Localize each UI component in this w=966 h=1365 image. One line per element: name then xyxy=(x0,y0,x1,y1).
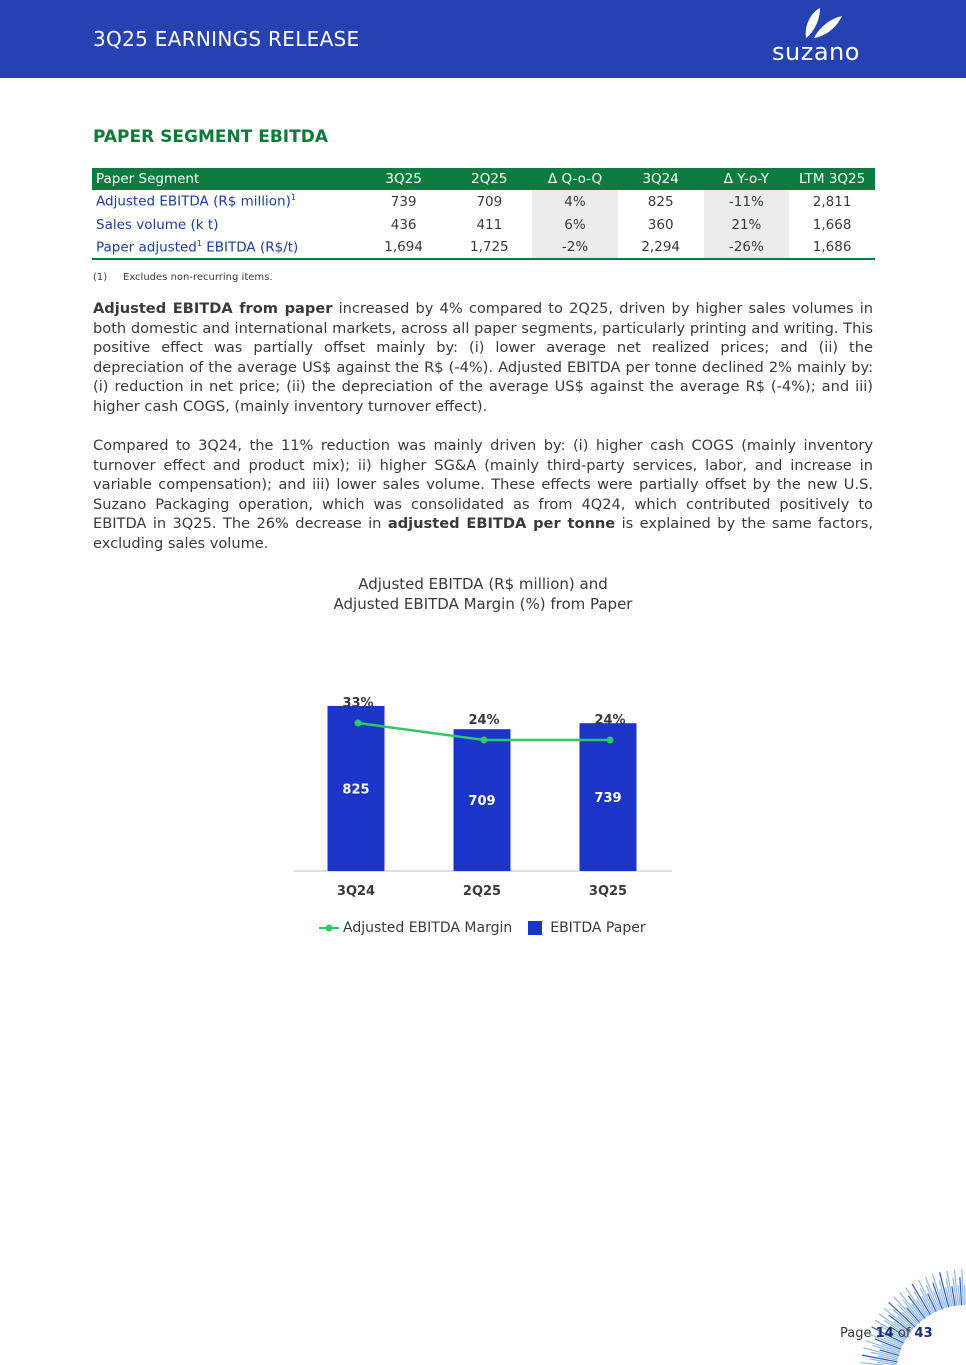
table-row xyxy=(92,190,875,213)
table-header: Paper Segment xyxy=(92,168,361,190)
table-header-row xyxy=(92,168,875,190)
deco-ray xyxy=(962,1269,963,1305)
table-cell: 2,294 xyxy=(618,236,704,259)
bar-value-label: 825 xyxy=(342,782,370,798)
table-cell: 2,811 xyxy=(812,193,852,210)
x-tick-label: 3Q25 xyxy=(588,884,628,899)
margin-value-label: 33% xyxy=(342,696,374,711)
table-cell: 1,694 xyxy=(361,236,447,259)
table-cell: -2% xyxy=(532,236,618,259)
table-cell: 709 xyxy=(476,193,503,210)
table-header: 3Q24 xyxy=(618,168,704,190)
footnote: (1) Excludes non-recurring items. xyxy=(93,272,273,283)
table-cell: 21% xyxy=(704,213,790,236)
row-label: Adjusted EBITDA (R$ million)$^1$ xyxy=(96,193,296,210)
row-label: Paper adjusted$^1$ EBITDA (R$/t) xyxy=(92,236,361,259)
table-header: Δ Y-o-Y xyxy=(704,168,790,190)
bar-marker-icon xyxy=(528,921,542,935)
table-header: 2Q25 xyxy=(446,168,532,190)
margin-value-label: 24% xyxy=(594,713,626,728)
table-cell: 739 xyxy=(390,193,417,210)
line-marker-icon xyxy=(318,923,340,933)
margin-point xyxy=(355,720,362,727)
table-header: LTM 3Q25 xyxy=(789,168,875,190)
bar-value-label: 739 xyxy=(594,791,622,807)
table-cell: 436 xyxy=(390,216,417,233)
table-cell: 411 xyxy=(476,216,503,233)
legend-item-ebitda: EBITDA Paper xyxy=(528,920,645,936)
x-tick-label: 2Q25 xyxy=(462,884,502,899)
chart-title: Adjusted EBITDA (R$ million) and Adjusted EBITDA Margin (%) from Paper xyxy=(333,575,633,613)
row-label: Sales volume (k t) xyxy=(96,216,219,233)
margin-point xyxy=(481,737,488,744)
table-cell: 825 xyxy=(647,193,674,210)
table-cell: 1,725 xyxy=(446,236,532,259)
table-row xyxy=(92,236,875,259)
table-cell: -26% xyxy=(704,236,790,259)
paragraph-1: Adjusted EBITDA from paper increased by 4% compared to 2Q25, driven by higher sales volumes in both domestic and international markets, across all paper segments, particularly printing and writing. This positive effect was partially offset mainly by: (i) lower average net realized prices; and (ii) the depreciation of the average US$ against the R$ (-4%). Adjusted EBITDA per tonne declined 2% mainly by: (i) reduction in net price; (ii) the depreciation of the average US$ against the average R$ (-4%); and iii) higher cash COGS, (mainly inventory turnover effect). xyxy=(93,300,873,415)
margin-point xyxy=(607,737,614,744)
table-row xyxy=(92,213,875,236)
table-cell: 6% xyxy=(532,213,618,236)
margin-value-label: 24% xyxy=(468,713,500,728)
page-header xyxy=(0,0,966,78)
table-cell: 4% xyxy=(532,190,618,213)
ebitda-chart xyxy=(280,640,680,910)
section-title: PAPER SEGMENT EBITDA xyxy=(93,127,328,147)
decorative-sunburst xyxy=(760,1225,966,1365)
paper-segment-table xyxy=(92,168,875,260)
bar-value-label: 709 xyxy=(468,794,496,810)
table-cell: 1,668 xyxy=(812,216,852,233)
x-tick-label: 3Q24 xyxy=(336,884,376,899)
paragraph-2: Compared to 3Q24, the 11% reduction was mainly driven by: (i) higher cash COGS (mainly inventory turnover effect and product mix); ii) higher SG&A (mainly third-party services, labor, and increase in variable compensation); and iii) lower sales volume. These effects were partially offset by the new U.S. Suzano Packaging operation, which was consolidated as from 4Q24, which contributed positively to EBITDA in 3Q25. The 26% decrease in adjusted EBITDA per tonne is explained by the same factors, excluding sales volume. xyxy=(93,437,873,552)
legend-item-margin: Adjusted EBITDA Margin xyxy=(318,920,512,936)
chart-legend xyxy=(318,920,662,936)
table-cell: -11% xyxy=(704,190,790,213)
report-title: 3Q25 EARNINGS RELEASE xyxy=(93,27,360,51)
logo-wordmark: suzano xyxy=(772,38,860,66)
table-cell: 1,686 xyxy=(789,236,875,259)
table-cell: 360 xyxy=(647,216,674,233)
table-header: 3Q25 xyxy=(361,168,447,190)
table-header: Δ Q-o-Q xyxy=(532,168,618,190)
page-number: Page 14 of 43 xyxy=(840,1326,933,1341)
